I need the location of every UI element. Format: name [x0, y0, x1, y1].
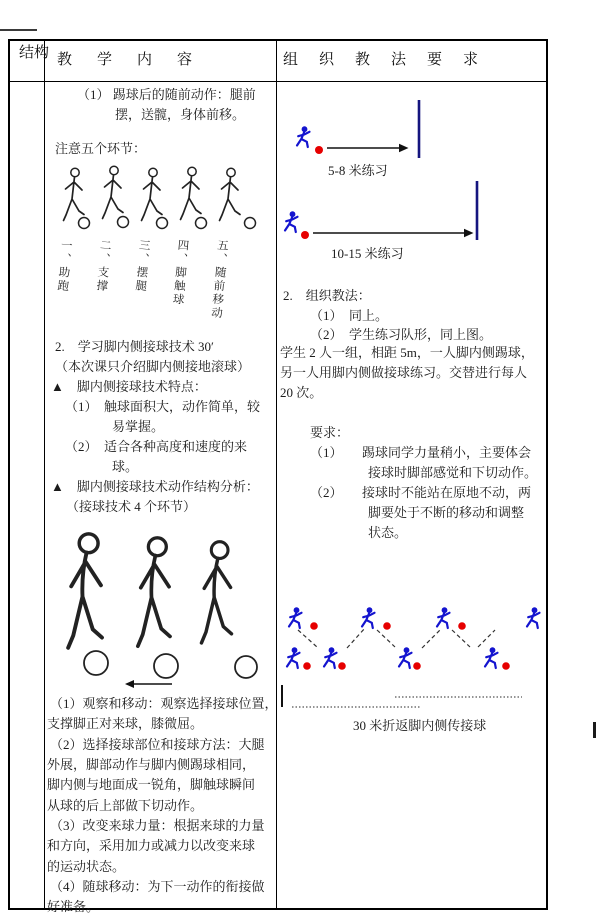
kick-step-label-4: 四、脚触球 — [171, 238, 189, 307]
runner-icon — [437, 607, 450, 628]
analysis-line: 的运动状态。 — [47, 859, 126, 874]
content-line: 球。 — [112, 459, 139, 474]
analysis-line: （1）观察和移动：观察选择接球位置， — [50, 696, 278, 711]
follow-through-line-1: （1） 踢球后的随前动作：腿前 — [77, 87, 256, 102]
ball-dot — [303, 662, 311, 670]
content-line: （1） 触球面积大，动作简单，较 — [65, 399, 261, 414]
requirement-line: （2） 接球时不能站在原地不动，两 — [310, 485, 532, 500]
drill3-label: 30 米折返脚内侧传接球 — [353, 718, 487, 733]
analysis-line: 和方向，采用加力或减力以改变来球 — [47, 838, 256, 853]
analysis-line: （2）选择接球部位和接球方法：大腿 — [50, 737, 265, 752]
requirement-line: （1） 踢球同学力量稍小，主要体会 — [310, 445, 532, 460]
requirement-line: 脚要处于不断的移动和调整 — [368, 505, 525, 520]
requirement-line: 状态。 — [368, 525, 408, 540]
analysis-line: （4）随球移动：为下一动作的衔接做 — [50, 879, 265, 894]
ball-dot — [338, 662, 346, 670]
kick-direction-arrow — [327, 144, 409, 152]
soccer-ball — [154, 654, 178, 678]
distance-drill-diagram — [276, 86, 547, 258]
runner-icon — [527, 607, 540, 628]
analysis-line: 好准备。 — [47, 899, 100, 914]
content-line: （本次课只介绍脚内侧接地滚球） — [55, 359, 251, 374]
method-line: （2） 学生练习队形，同上图。 — [310, 327, 493, 342]
drill1-label: 5-8 米练习 — [328, 163, 388, 178]
method-line: 20 次。 — [280, 385, 323, 400]
shuttle-pass-diagram — [276, 600, 546, 712]
ball-dot — [413, 662, 421, 670]
analysis-line: 支撑脚正对来球，膝微屈。 — [47, 716, 204, 731]
method-line: （1） 同上。 — [310, 308, 389, 323]
content-line: ▲ 脚内侧接球技术特点： — [51, 379, 207, 394]
column-divider-structure — [44, 41, 45, 908]
column-header-organization-method: 组织教法要求 — [283, 52, 500, 68]
receive-sequence-image — [50, 527, 266, 692]
runner-icon — [287, 647, 300, 668]
kick-step-label-1: 一、助跑 — [55, 238, 73, 294]
column-header-teaching-content: 教学内容 — [57, 52, 218, 68]
requirement-line: 接球时脚部感觉和下切动作。 — [368, 465, 538, 480]
ball-dot — [310, 622, 318, 630]
content-line: （2） 适合各种高度和速度的来 — [65, 439, 248, 454]
drill2-label: 10-15 米练习 — [331, 246, 404, 261]
ball-dot — [315, 146, 323, 154]
ball-dot — [502, 662, 510, 670]
content-line: 2. 学习脚内侧接球技术 30′ — [55, 339, 214, 354]
lesson-plan-table — [8, 39, 548, 914]
kick-direction-arrow — [313, 229, 474, 237]
runner-icon — [285, 211, 298, 232]
soccer-ball — [79, 218, 90, 229]
column-header-structure: 结构 — [19, 45, 50, 61]
soccer-ball — [84, 651, 108, 675]
soccer-ball — [157, 218, 168, 229]
follow-through-line-2: 摆，送髋，身体前移。 — [115, 107, 246, 122]
pass-path-dashed-lines — [298, 628, 495, 648]
content-line: （接球技术 4 个环节） — [66, 499, 197, 514]
runner-icon — [399, 647, 412, 668]
header-row-separator — [10, 81, 546, 82]
soccer-ball — [196, 218, 207, 229]
runner-icon — [297, 126, 310, 147]
soccer-ball — [245, 218, 256, 229]
method-line: 另一人用脚内侧做接球练习。交替进行每人 — [280, 365, 528, 380]
analysis-line: （3）改变来球力量：根据来球的力量 — [50, 818, 265, 833]
runner-icon — [362, 607, 375, 628]
ball-dot — [458, 622, 466, 630]
soccer-ball — [118, 217, 129, 228]
page-mark-top-left — [0, 29, 37, 31]
note-five-steps: 注意五个环节： — [55, 141, 147, 156]
content-line: ▲ 脚内侧接球技术动作结构分析： — [51, 479, 259, 494]
analysis-line: 从球的后上部做下切动作。 — [47, 798, 204, 813]
method-line: 学生 2 人一组，相距 5m，一人脚内侧踢球， — [280, 345, 534, 360]
runner-icon — [485, 647, 498, 668]
kick-step-label-3: 三、摆腿 — [133, 238, 151, 294]
kick-step-label-2: 二、支撑 — [94, 238, 112, 294]
kick-step-label-5: 五、随前移动 — [209, 238, 229, 321]
runner-icon — [324, 647, 337, 668]
runner-icon — [289, 607, 302, 628]
soccer-ball — [235, 656, 257, 678]
content-line: 易掌握。 — [112, 419, 165, 434]
ball-dot — [301, 231, 309, 239]
analysis-line: 脚内侧与地面成一锐角，脚触球瞬间 — [47, 777, 256, 792]
ball-dot — [383, 622, 391, 630]
page-mark-right — [593, 722, 596, 738]
motion-arrow-left — [125, 680, 172, 688]
analysis-line: 外展，脚部动作与脚内侧踢球相同， — [47, 757, 256, 772]
kick-sequence-image — [52, 165, 268, 237]
requirements-title: 要求： — [310, 425, 350, 440]
method-line: 2. 组织教法： — [283, 288, 371, 303]
